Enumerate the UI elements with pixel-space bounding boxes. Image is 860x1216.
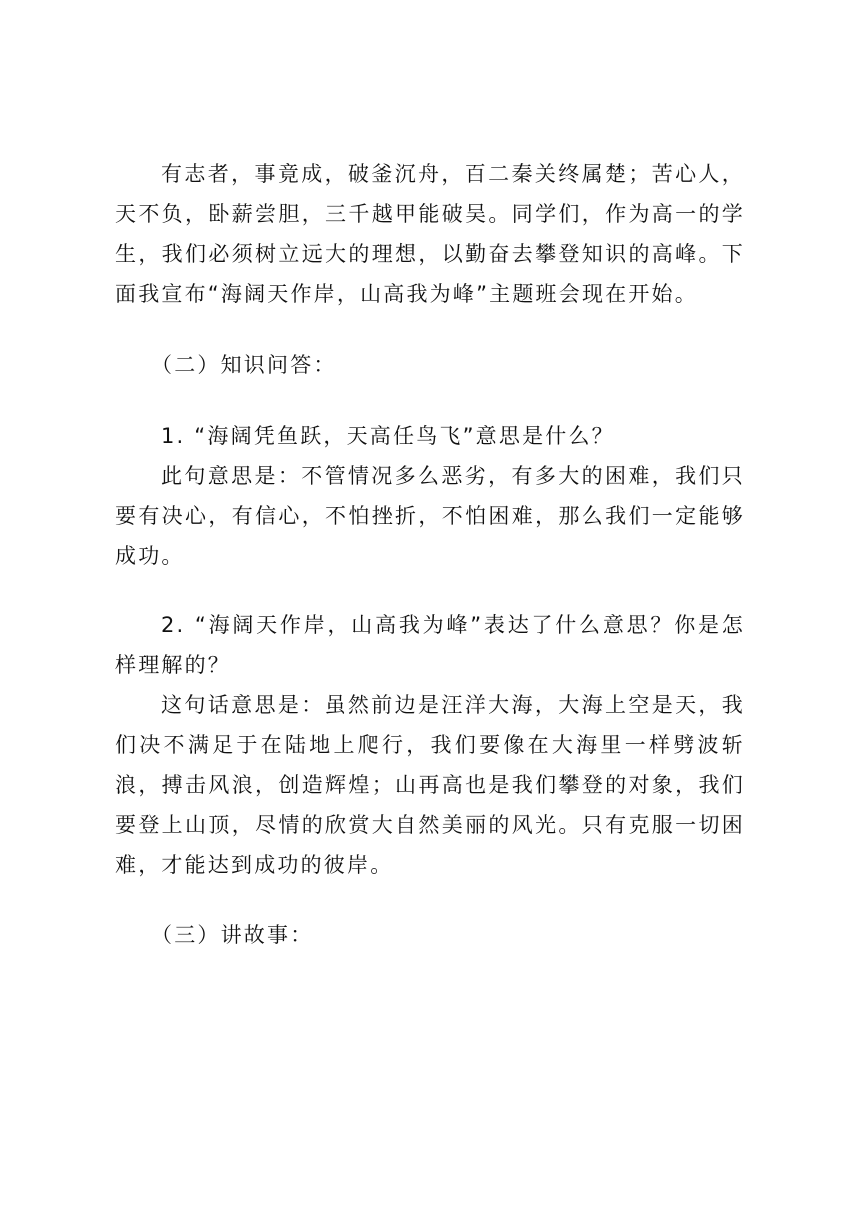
answer-2: 这句话意思是：虽然前边是汪洋大海，大海上空是天，我们决不满足于在陆地上爬行，我们要像在大海里一样劈波斩浪，搏击风浪，创造辉煌；山再高也是我们攀登的对象，我们要登上山顶，尽情的欣赏大自然美丽的风光。只有克服一切困难，才能达到成功的彼岸。 <box>115 693 745 877</box>
question-2: 2. “海阔天作岸，山高我为峰”表达了什么意思？你是怎样理解的？ <box>115 613 745 677</box>
section-heading-storytelling: （三）讲故事： <box>151 923 314 947</box>
section-heading-knowledge-qa: （二）知识问答： <box>151 353 337 377</box>
document-page <box>115 154 745 955</box>
answer-1: 此句意思是：不管情况多么恶劣，有多大的困难，我们只要有决心，有信心，不怕挫折，不怕困难，那么我们一定能够成功。 <box>115 464 745 568</box>
intro-paragraph: 有志者，事竟成，破釜沉舟，百二秦关终属楚；苦心人，天不负，卧薪尝胆，三千越甲能破吴。同学们，作为高一的学生，我们必须树立远大的理想，以勤奋去攀登知识的高峰。下面我宣布“海阔天作岸，山高我为峰”主题班会现在开始。 <box>115 162 745 306</box>
question-1: 1. “海阔凭鱼跃，天高任鸟飞”意思是什么？ <box>161 424 615 448</box>
